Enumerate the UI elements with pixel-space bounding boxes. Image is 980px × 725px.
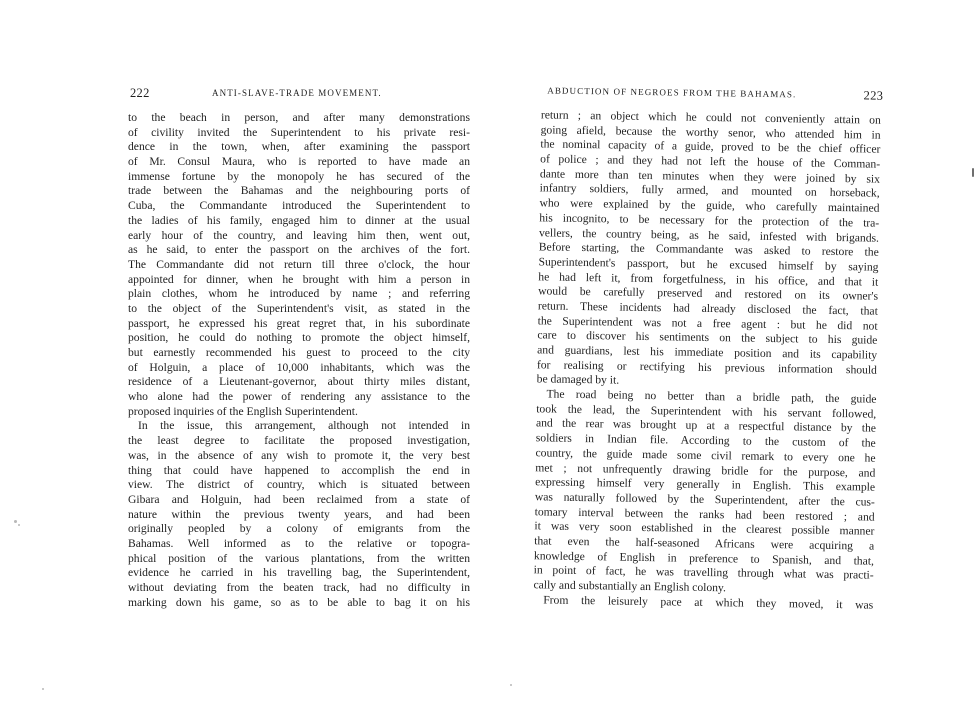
- text-line: early hour of the country, and leaving him then, went out,: [128, 228, 470, 242]
- ink-speck: [972, 168, 974, 177]
- text-line: In the issue, this arrangement, although not intended in: [138, 419, 470, 433]
- text-line: to the object of the Superintendent's visit, as stated in the: [128, 301, 470, 315]
- text-line: The Commandante did not return till three o'clock, the hour: [128, 257, 470, 271]
- text-line: going afield, because the worthy senor, who attended him in: [540, 123, 881, 142]
- right-page: [531, 0, 882, 725]
- ink-speck: [18, 524, 20, 526]
- text-line: met ; not unfrequently drawing bridle for the purpose, and: [535, 460, 876, 480]
- text-line: Before starting, the Commandante was asked to restore the: [538, 240, 879, 259]
- text-line: expressing himself very generally in English. This example: [535, 475, 876, 494]
- text-line: cally and substantially an English colony.: [533, 578, 727, 595]
- text-line: originally peopled by a colony of emigrants from the: [128, 522, 470, 536]
- text-line: trade between the Bahamas and the neighbouring ports of: [128, 184, 470, 198]
- text-line: was, in the absence of any wish to promote it, the very best: [128, 448, 470, 462]
- text-line: of Holguin, a place of 10,000 inhabitants, which was the: [128, 360, 470, 374]
- text-line: return ; an object which he could not conveniently attain on: [540, 108, 881, 127]
- text-line: in point of fact, he was travelling through what was practi-: [533, 563, 874, 582]
- text-line: passport, he expressed his great regret that, in his subordinate: [128, 316, 470, 330]
- text-line: dence in the town, when, after examining the passport: [128, 140, 470, 154]
- text-line: knowledge of English in preference to Spanish, and that,: [533, 548, 875, 568]
- text-line: phical position of the various plantations, from the written: [128, 551, 470, 565]
- left-page-body: [128, 111, 470, 610]
- right-page-body: [533, 108, 881, 613]
- text-line: country, the guide made some civil remark to every one he: [535, 446, 876, 465]
- right-page-number: 223: [863, 88, 884, 103]
- text-line: who were explained by the guide, who carefully maintained: [539, 196, 880, 215]
- text-line: From the leisurely pace at which they moved, it was: [543, 593, 874, 612]
- text-line: proposed inquiries of the English Superintendent.: [128, 404, 358, 418]
- text-line: evidence he carried in his travelling bag, the Superintendent,: [128, 566, 470, 580]
- text-line: thing that could have happened to accomplish the end in: [128, 463, 470, 477]
- text-line: Gibara and Holguin, had been reclaimed from a state of: [128, 492, 470, 506]
- text-line: tomary interval between the ranks had been restored ; and: [534, 504, 875, 524]
- text-line: and guardians, lest his immediate position and its capability: [537, 343, 878, 362]
- text-line: plain clothes, whom he introduced by name ; and referring: [128, 287, 470, 301]
- text-line: soldiers in Indian file. According to the custom of the: [535, 431, 876, 450]
- text-line: be damaged by it.: [536, 372, 620, 387]
- ink-speck: [42, 688, 44, 690]
- text-line: to the beach in person, and after many demonstrations: [128, 111, 470, 124]
- text-line: dante more than ten minutes when they were joined by six: [539, 167, 881, 186]
- text-line: of Mr. Consul Maura, who is reported to have made an: [128, 155, 470, 169]
- text-line: that even the half-seasoned Africans were acquiring a: [534, 534, 875, 553]
- text-line: return. These incidents had already disclosed the fact, that: [537, 299, 878, 318]
- text-line: appointed for dinner, when he brought with him a person in: [128, 272, 470, 286]
- text-line: for realising or rectifying his previous information should: [536, 358, 878, 377]
- text-line: immense fortune by the monopoly he has secured of the: [128, 169, 470, 183]
- text-line: the Superintendent was not a free agent : but he did not: [537, 313, 878, 333]
- text-line: the least degree to facilitate the proposed investigation,: [128, 434, 470, 448]
- left-running-head: [128, 86, 470, 102]
- text-line: marking down his game, so as to be able to bag it on his: [128, 595, 470, 609]
- left-page-number: 222: [130, 86, 150, 100]
- left-running-title: ANTI-SLAVE-TRADE MOVEMENT.: [212, 88, 382, 98]
- text-line: Superintendent's passport, but he excused himself by saying: [538, 255, 879, 274]
- text-line: care to discover his sentiments on the subject to his guide: [537, 328, 878, 347]
- text-line: it was very soon established in the clearest possible manner: [534, 519, 875, 538]
- text-line: who alone had the power of rendering any assistance to the: [128, 390, 470, 404]
- text-line: of police ; and they had not left the house of the Comman-: [540, 152, 881, 171]
- text-line: the ladies of his family, engaged him to dinner at the usual: [128, 213, 470, 227]
- text-line: of civility invited the Superintendent to his private resi-: [128, 125, 470, 139]
- text-line: the nominal capacity of a guide, proved to be the chief officer: [540, 137, 881, 157]
- text-line: he had left it, from forgetfulness, in his office, and that it: [538, 269, 879, 289]
- text-line: vellers, the country being, as he said, infested with brigands.: [538, 225, 880, 245]
- ink-speck: [14, 520, 17, 523]
- ink-speck: [510, 684, 512, 686]
- left-page: [128, 0, 470, 722]
- text-line: infantry soldiers, fully armed, and mounted on horseback,: [539, 181, 880, 201]
- right-running-title: ABDUCTION OF NEGROES FROM THE BAHAMAS.: [547, 85, 797, 100]
- text-line: as he said, to enter the passport on the archives of the fort.: [128, 243, 470, 257]
- text-line: without deviating from the beaten track, had no difficulty in: [128, 581, 470, 594]
- text-line: took the lead, the Superintendent with his servant followed,: [536, 402, 877, 421]
- text-line: and the rear was brought up at a respectful distance by the: [535, 416, 877, 436]
- text-line: was naturally followed by the Superintendent, after the cus-: [534, 490, 875, 509]
- text-line: but earnestly recommended his guest to proceed to the city: [128, 346, 470, 359]
- right-running-head: [541, 83, 884, 104]
- text-line: position, he could do nothing to promote the object himself,: [128, 331, 470, 345]
- text-line: view. The district of country, which is situated between: [128, 478, 470, 492]
- text-line: Cuba, the Commandante introduced the Superintendent to: [128, 199, 470, 213]
- text-line: his incognito, to be necessary for the protection of the tra-: [539, 211, 880, 230]
- text-line: The road being no better than a bridle path, the guide: [546, 387, 877, 406]
- text-line: residence of a Lieutenant-governor, about thirty miles distant,: [128, 375, 470, 389]
- text-line: nature within the previous twenty years, and had been: [128, 507, 470, 521]
- text-line: would be carefully preserved and restored on its owner's: [538, 284, 879, 303]
- text-line: Bahamas. Well informed as to the relative or topogra-: [128, 536, 470, 550]
